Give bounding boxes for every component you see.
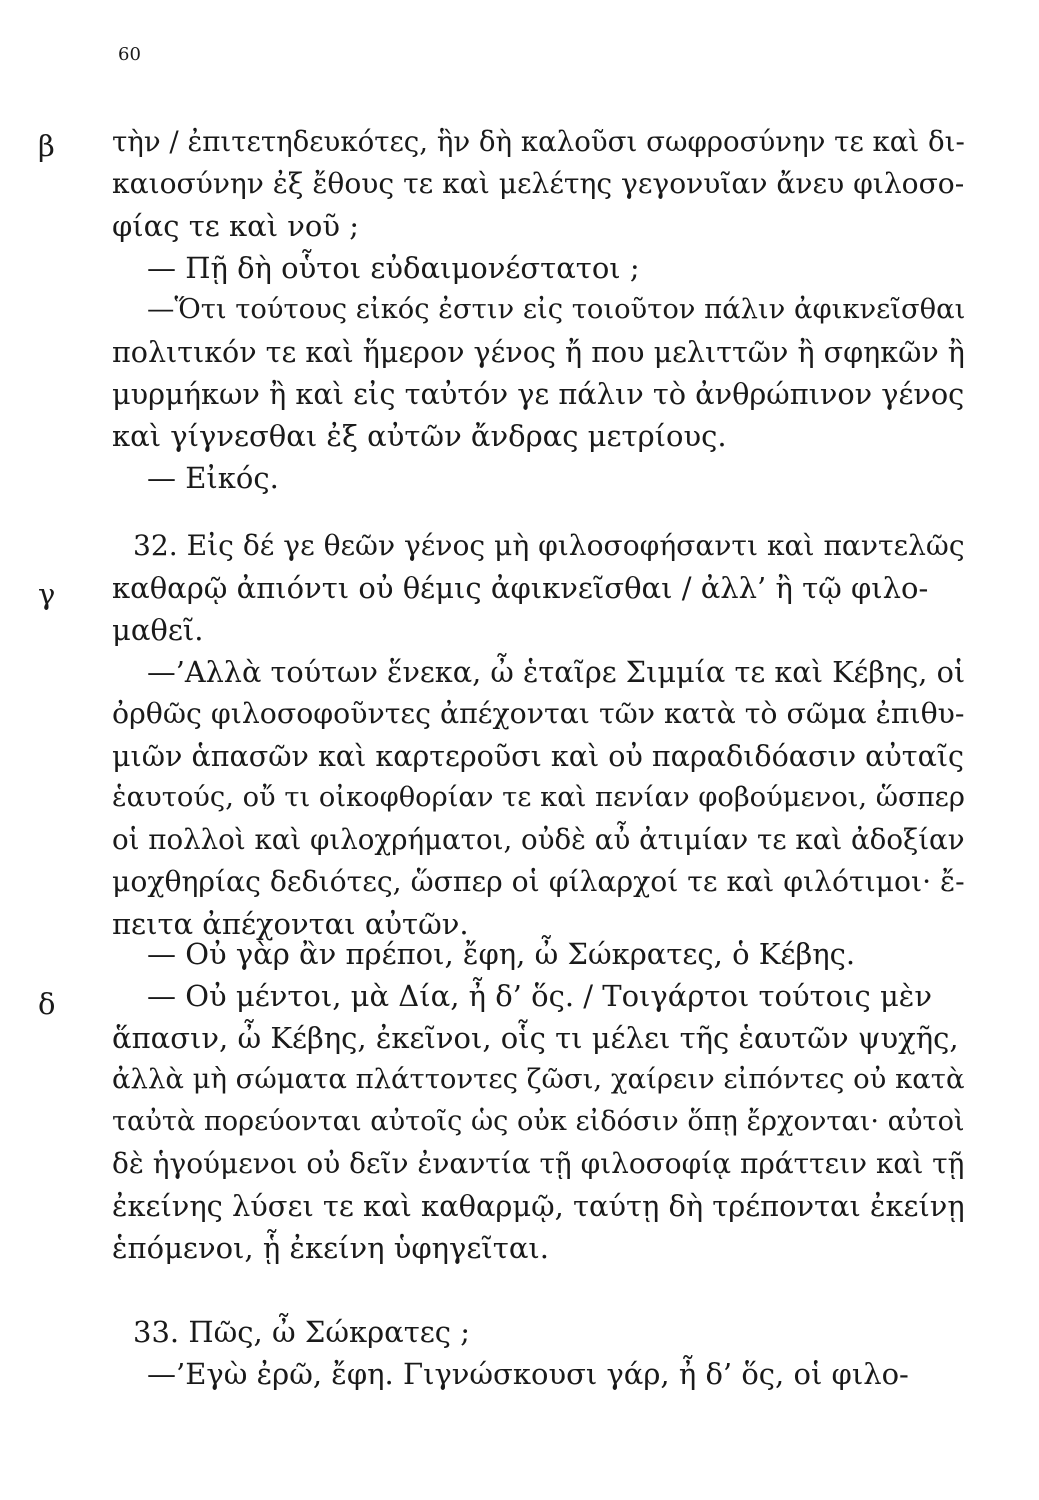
- text-line: — Εἰκός.: [147, 461, 279, 495]
- text-line: καὶ γίγνεσθαι ἐξ αὐτῶν ἄνδρας μετρίους.: [112, 419, 727, 453]
- section-heading-line: 32. Εἰς δέ γε θεῶν γένος μὴ φιλοσοφήσαντι καὶ παντελῶς: [133, 529, 965, 562]
- text-line: — Πῇ δὴ οὗτοι εὐδαιμονέστατοι ;: [147, 251, 640, 285]
- text-line: τὴν / ἐπιτετηδευκότες, ἣν δὴ καλοῦσι σωφροσύνην τε καὶ δι-: [112, 125, 965, 158]
- section-heading-line: 33. Πῶς, ὦ Σώκρατες ;: [133, 1315, 471, 1349]
- text-line: —Ὅτι τούτους εἰκός ἐστιν εἰς τοιοῦτον πάλιν ἀφικνεῖσθαι: [147, 294, 966, 325]
- text-line: ἅπασιν, ὦ Κέβης, ἐκεῖνοι, οἷς τι μέλει τῆς ἑαυτῶν ψυχῆς,: [112, 1021, 959, 1055]
- text-line: μιῶν ἁπασῶν καὶ καρτεροῦσι καὶ οὐ παραδιδόασιν αὐταῖς: [112, 739, 965, 773]
- stephanus-marker-beta: β: [38, 129, 55, 163]
- text-line: ἐκείνης λύσει τε καὶ καθαρμῷ, ταύτῃ δὴ τρέπονται ἐκείνῃ: [112, 1189, 965, 1223]
- text-line: ταὐτὰ πορεύονται αὐτοῖς ὡς οὐκ εἰδόσιν ὅπῃ ἔρχονται· αὐτοὶ: [112, 1106, 965, 1137]
- text-line: μοχθηρίας δεδιότες, ὥσπερ οἱ φίλαρχοί τε καὶ φιλότιμοι· ἔ-: [112, 865, 965, 898]
- text-line: — Οὐ γὰρ ἂν πρέποι, ἔφη, ὦ Σώκρατες, ὁ Κέβης.: [147, 937, 856, 971]
- text-line: ὀρθῶς φιλοσοφοῦντες ἀπέχονται τῶν κατὰ τὸ σῶμα ἐπιθυ-: [112, 697, 965, 730]
- text-line: —’Εγὼ ἐρῶ, ἔφη. Γιγνώσκουσι γάρ, ἦ δ’ ὅς, οἱ φιλο-: [147, 1357, 909, 1391]
- text-line: ἑαυτούς, οὔ τι οἰκοφθορίαν τε καὶ πενίαν φοβούμενοι, ὥσπερ: [112, 782, 965, 813]
- text-line: οἱ πολλοὶ καὶ φιλοχρήματοι, οὐδὲ αὖ ἀτιμίαν τε καὶ ἀδοξίαν: [112, 823, 965, 856]
- text-line: —’Αλλὰ τούτων ἕνεκα, ὦ ἑταῖρε Σιμμία τε καὶ Κέβης, οἱ: [147, 655, 966, 689]
- text-line: μαθεῖ.: [112, 613, 204, 647]
- text-line: ἑπόμενοι, ᾗ ἐκείνη ὑφηγεῖται.: [112, 1231, 549, 1265]
- text-line: — Οὐ μέντοι, μὰ Δία, ἦ δ’ ὅς. / Τοιγάρτοι τούτοις μὲν: [147, 979, 932, 1013]
- stephanus-marker-delta: δ: [38, 987, 56, 1021]
- text-line: ἀλλὰ μὴ σώματα πλάττοντες ζῶσι, χαίρειν εἰπόντες οὐ κατὰ: [112, 1064, 965, 1095]
- text-line: φίας τε καὶ νοῦ ;: [112, 209, 360, 243]
- text-line: πολιτικόν τε καὶ ἥμερον γένος ἤ που μελιττῶν ἢ σφηκῶν ἢ: [112, 335, 965, 369]
- text-line: δὲ ἡγούμενοι οὐ δεῖν ἐναντία τῇ φιλοσοφίᾳ πράττειν καὶ τῇ: [112, 1147, 965, 1180]
- text-line: μυρμήκων ἢ καὶ εἰς ταὐτόν γε πάλιν τὸ ἀνθρώπινον γένος: [112, 377, 965, 411]
- text-line: καθαρῷ ἀπιόντι οὐ θέμις ἀφικνεῖσθαι / ἀλλ’ ἢ τῷ φιλο-: [112, 571, 929, 605]
- stephanus-marker-gamma: γ: [38, 577, 56, 611]
- text-line: καιοσύνην ἐξ ἔθους τε καὶ μελέτης γεγονυῖαν ἄνευ φιλοσο-: [112, 167, 965, 200]
- page-number: 60: [118, 44, 141, 65]
- text-line: πειτα ἀπέχονται αὐτῶν.: [112, 907, 469, 941]
